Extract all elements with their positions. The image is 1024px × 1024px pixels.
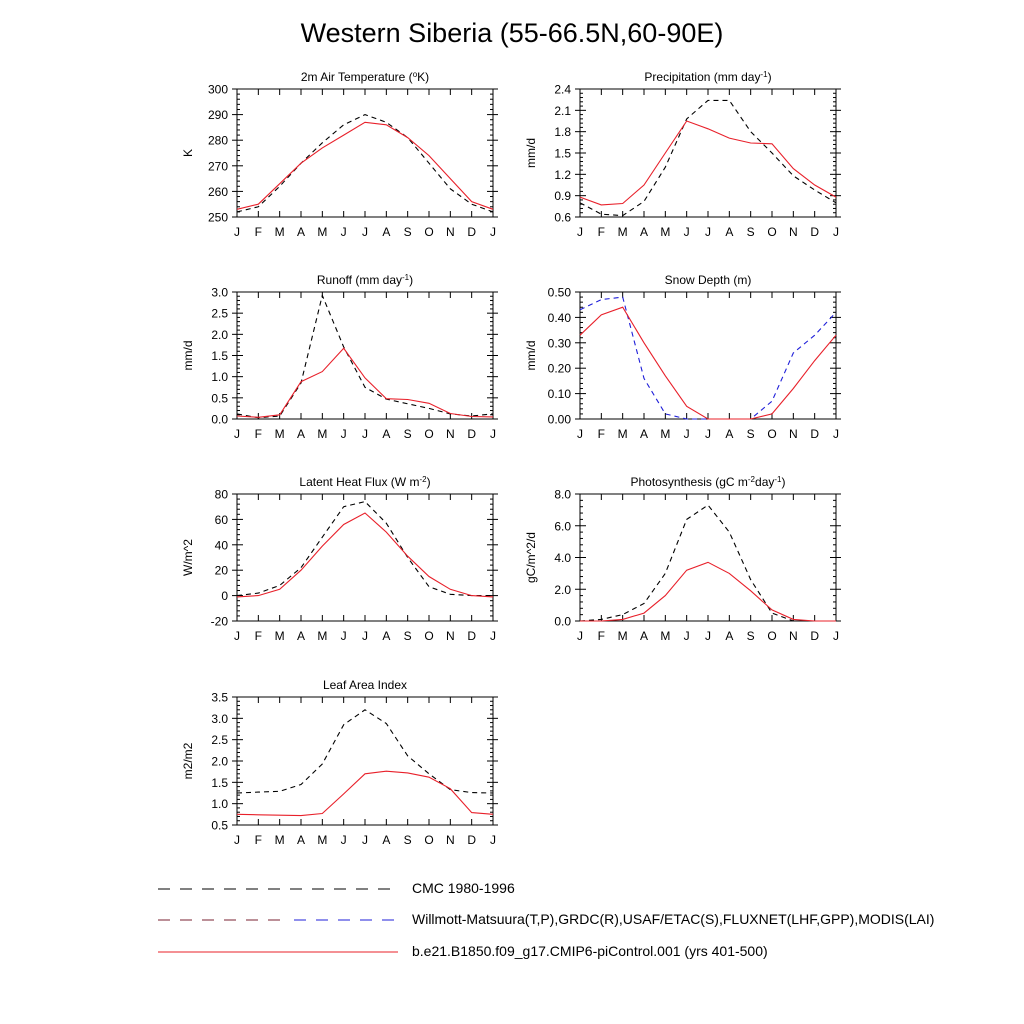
y-axis-label: K: [181, 148, 195, 158]
x-tick-label: M: [660, 629, 671, 643]
y-tick-label: 1.0: [211, 797, 228, 812]
x-tick-label: A: [725, 629, 734, 643]
x-tick-label: J: [362, 629, 368, 643]
x-tick-label: M: [274, 629, 285, 643]
x-tick-label: J: [833, 427, 839, 441]
x-tick-label: O: [767, 427, 777, 441]
y-tick-label: 1.5: [554, 146, 571, 161]
x-tick-label: M: [660, 427, 671, 441]
x-tick-label: J: [683, 629, 690, 643]
x-tick-label: J: [490, 833, 496, 847]
y-tick-label: 2.5: [211, 733, 228, 748]
series-line-2: [237, 771, 493, 815]
y-tick-label: 0: [221, 589, 228, 604]
series-line-2: [237, 122, 493, 209]
x-tick-label: J: [577, 427, 583, 441]
series-line-2: [237, 513, 493, 597]
y-tick-label: 0.0: [211, 412, 228, 427]
y-tick-label: 0.30: [547, 336, 571, 351]
x-tick-label: N: [788, 427, 798, 441]
x-tick-label: M: [274, 427, 285, 441]
y-tick-label: 20: [214, 563, 228, 578]
panel-title: 2m Air Temperature ($^o$K): [300, 69, 430, 84]
x-tick-label: N: [788, 629, 798, 643]
x-tick-label: J: [705, 629, 711, 643]
x-tick-label: M: [317, 427, 328, 441]
x-tick-label: O: [767, 225, 777, 239]
y-tick-label: 2.4: [554, 82, 571, 97]
y-tick-label: 6.0: [554, 519, 571, 534]
x-tick-label: O: [424, 629, 434, 643]
x-tick-label: O: [424, 833, 434, 847]
y-tick-label: 0.6: [554, 210, 571, 225]
y-tick-label: 3.0: [211, 711, 228, 726]
y-tick-label: 250: [207, 210, 228, 225]
x-tick-label: J: [705, 427, 711, 441]
chart-panel-3: [181, 273, 498, 442]
x-tick-label: M: [617, 427, 628, 441]
panel-title: Photosynthesis (gC $m^{-2}day^{-1}$): [630, 474, 786, 489]
x-tick-label: F: [254, 427, 263, 441]
legend: [158, 889, 398, 952]
chart-panel-2: [524, 70, 841, 240]
y-tick-label: 290: [207, 108, 228, 123]
x-tick-label: J: [577, 225, 583, 239]
x-tick-label: O: [424, 427, 434, 441]
y-tick-label: 260: [207, 184, 228, 199]
x-tick-label: S: [746, 629, 755, 643]
x-tick-label: F: [597, 629, 606, 643]
series-line-1: [237, 295, 493, 417]
x-tick-label: J: [234, 225, 240, 239]
x-tick-label: F: [254, 225, 263, 239]
plot-frame: [580, 89, 836, 217]
y-tick-label: 1.5: [211, 775, 228, 790]
x-tick-label: D: [467, 629, 477, 643]
x-tick-label: M: [317, 833, 328, 847]
x-tick-label: J: [833, 629, 839, 643]
y-tick-label: 0.5: [211, 391, 228, 406]
y-tick-label: 0.9: [554, 189, 571, 204]
y-tick-label: 0.5: [211, 818, 228, 833]
y-tick-label: 270: [207, 159, 228, 174]
series-line-1: [580, 100, 836, 215]
x-tick-label: A: [296, 629, 306, 643]
panel-title: Leaf Area Index: [322, 678, 408, 692]
x-tick-label: A: [296, 427, 306, 441]
x-tick-label: A: [382, 225, 391, 239]
x-tick-label: J: [340, 833, 347, 847]
plot-frame: [237, 292, 493, 419]
x-tick-label: A: [382, 833, 391, 847]
x-tick-label: J: [362, 833, 368, 847]
x-tick-label: O: [767, 629, 777, 643]
x-tick-label: D: [467, 427, 477, 441]
y-tick-label: 60: [214, 512, 228, 527]
y-tick-label: -20: [210, 614, 228, 629]
panel-title: Latent Heat Flux (W $m^{-2}$): [299, 474, 431, 489]
y-tick-label: 3.0: [211, 285, 228, 300]
x-tick-label: J: [362, 427, 368, 441]
y-axis-label: mm/d: [524, 340, 538, 371]
series-line-1: [580, 505, 836, 621]
y-tick-label: 40: [214, 538, 228, 553]
x-tick-label: J: [340, 629, 347, 643]
legend-label-2: Willmott-Matsuura(T,P),GRDC(R),USAF/ETAC(S),FLUXNET(LHF,GPP),MODIS(LAI): [412, 911, 935, 927]
x-tick-label: N: [445, 833, 455, 847]
x-tick-label: S: [746, 427, 755, 441]
x-tick-label: A: [639, 225, 649, 239]
x-tick-label: J: [833, 225, 839, 239]
y-tick-label: 8.0: [554, 487, 571, 502]
x-tick-label: M: [317, 629, 328, 643]
x-tick-label: N: [788, 225, 798, 239]
x-tick-label: M: [660, 225, 671, 239]
panel-title: Precipitation (mm day$^{-1}$): [644, 69, 772, 84]
x-tick-label: J: [234, 629, 240, 643]
y-axis-label: W/m^2: [181, 539, 195, 576]
x-tick-label: F: [597, 225, 606, 239]
y-tick-label: 1.8: [554, 125, 571, 140]
y-tick-label: 0.0: [554, 614, 571, 629]
plot-frame: [580, 494, 836, 621]
y-tick-label: 0.20: [547, 361, 571, 376]
x-tick-label: J: [340, 225, 347, 239]
chart-panels: [181, 70, 841, 848]
x-tick-label: A: [725, 225, 734, 239]
x-tick-label: J: [683, 225, 690, 239]
x-tick-label: S: [746, 225, 755, 239]
y-tick-label: 2.0: [211, 754, 228, 769]
y-tick-label: 1.2: [554, 167, 571, 182]
x-tick-label: D: [467, 225, 477, 239]
x-tick-label: D: [810, 225, 820, 239]
y-axis-label: gC/m^2/d: [524, 532, 538, 583]
x-tick-label: J: [683, 427, 690, 441]
y-tick-label: 300: [207, 82, 228, 97]
x-tick-label: S: [403, 629, 412, 643]
x-tick-label: A: [382, 629, 391, 643]
x-tick-label: J: [234, 427, 240, 441]
x-tick-label: M: [317, 225, 328, 239]
x-tick-label: F: [254, 629, 263, 643]
y-tick-label: 1.5: [211, 349, 228, 363]
x-tick-label: J: [340, 427, 347, 441]
x-tick-label: A: [725, 427, 734, 441]
y-tick-label: 0.10: [547, 387, 571, 402]
plot-frame: [237, 697, 493, 825]
series-line-2: [580, 297, 836, 419]
y-tick-label: 0.50: [547, 285, 571, 300]
series-line-1: [237, 710, 493, 793]
series-line-2: [580, 121, 836, 205]
series-line-1: [237, 502, 493, 596]
x-tick-label: N: [445, 629, 455, 643]
y-tick-label: 0.00: [547, 412, 571, 427]
x-tick-label: A: [382, 427, 391, 441]
y-axis-label: mm/d: [524, 138, 538, 168]
x-tick-label: S: [403, 427, 412, 441]
x-tick-label: J: [705, 225, 711, 239]
page-title: Western Siberia (55-66.5N,60-90E): [300, 18, 724, 48]
x-tick-label: N: [445, 427, 455, 441]
x-tick-label: M: [617, 629, 628, 643]
x-tick-label: D: [810, 629, 820, 643]
x-tick-label: J: [490, 427, 496, 441]
panel-title: Snow Depth (m): [664, 273, 752, 287]
plot-frame: [580, 292, 836, 419]
y-tick-label: 2.0: [554, 582, 571, 597]
x-tick-label: M: [274, 225, 285, 239]
series-line-2: [237, 348, 493, 417]
y-tick-label: 280: [207, 133, 228, 148]
y-tick-label: 2.5: [211, 306, 228, 321]
x-tick-label: A: [639, 629, 649, 643]
y-tick-label: 3.5: [211, 690, 228, 705]
y-tick-label: 2.1: [554, 103, 571, 118]
chart-panel-7: [181, 678, 498, 847]
x-tick-label: J: [490, 629, 496, 643]
legend-label-1: CMC 1980-1996: [412, 880, 515, 896]
chart-panel-1: [181, 70, 498, 240]
y-tick-label: 4.0: [554, 551, 571, 565]
x-tick-label: D: [467, 833, 477, 847]
series-line-2: [580, 562, 836, 621]
chart-panel-5: [181, 475, 498, 644]
panel-title: Runoff (mm day$^{-1}$): [316, 272, 414, 287]
x-tick-label: F: [597, 427, 606, 441]
x-tick-label: S: [403, 833, 412, 847]
x-tick-label: S: [403, 225, 412, 239]
plot-frame: [237, 89, 493, 217]
series-line-1: [237, 115, 493, 212]
x-tick-label: O: [424, 225, 434, 239]
x-tick-label: N: [445, 225, 455, 239]
legend-label-3: b.e21.B1850.f09_g17.CMIP6-piControl.001 (yrs 401-500): [412, 943, 768, 959]
x-tick-label: F: [254, 833, 263, 847]
x-tick-label: J: [490, 225, 496, 239]
y-tick-label: 80: [214, 487, 228, 502]
x-tick-label: J: [234, 833, 240, 847]
y-axis-label: mm/d: [181, 340, 195, 371]
x-tick-label: J: [577, 629, 583, 643]
y-tick-label: 0.40: [547, 310, 571, 325]
x-tick-label: A: [296, 225, 306, 239]
x-tick-label: A: [296, 833, 306, 847]
chart-panel-6: [524, 475, 841, 644]
x-tick-label: M: [617, 225, 628, 239]
x-tick-label: M: [274, 833, 285, 847]
y-tick-label: 2.0: [211, 327, 228, 342]
y-tick-label: 1.0: [211, 370, 228, 385]
x-tick-label: A: [639, 427, 649, 441]
x-tick-label: J: [362, 225, 368, 239]
x-tick-label: D: [810, 427, 820, 441]
y-axis-label: m2/m2: [181, 742, 195, 780]
chart-panel-4: [524, 273, 841, 441]
series-line-3: [580, 307, 836, 419]
